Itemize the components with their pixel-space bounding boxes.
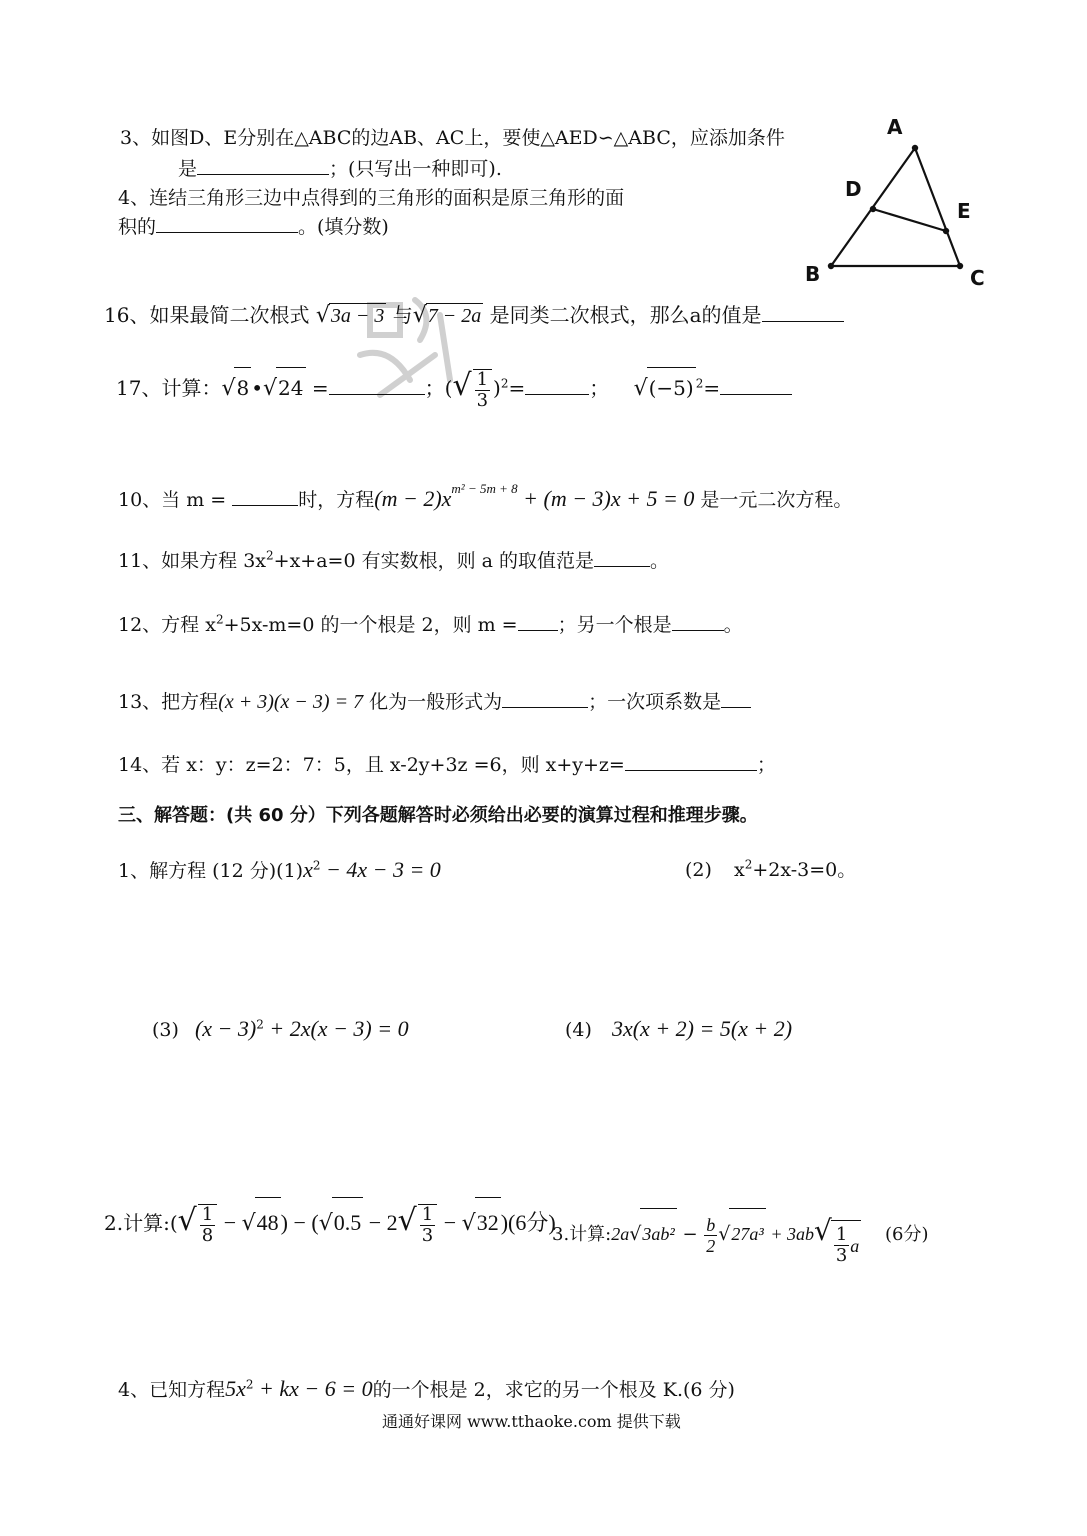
p1-eq1-b: − 4x − 3 = 0 <box>320 857 441 882</box>
q16-and: 与 <box>392 303 413 327</box>
q4-prefix: 积的 <box>118 216 157 238</box>
p1-eq2-a: x <box>733 859 745 881</box>
q13-blank-coefficient[interactable] <box>721 689 751 708</box>
q11-prefix: 11、如果方程 3x <box>118 550 267 572</box>
q16-radicand-2: 7 − 2a <box>427 305 482 327</box>
q14-suffix: ； <box>756 754 776 776</box>
sqrt-icon: √ <box>241 1211 256 1236</box>
q17-paren: ) <box>493 376 501 400</box>
q13-mid: 化为一般形式为 <box>369 691 503 713</box>
vertex-a-point <box>912 145 918 151</box>
p4-suffix: 的一个根是 2，求它的另一个根及 K.(6 分) <box>372 1379 735 1401</box>
sqrt-icon: √ <box>461 1211 476 1236</box>
question-14 <box>118 752 776 777</box>
q14-text: 14、若 x：y：z=2：7：5，且 x-2y+3z =6，则 x+y+z= <box>118 754 625 776</box>
sqrt-icon: √ <box>221 376 236 401</box>
triangle-abc <box>831 148 960 266</box>
p2-fraction-1-3: $\frac{1}{3}$ <box>418 1204 437 1246</box>
p1-eq2-exp: 2 <box>744 857 753 872</box>
p4-eq-b: + kx − 6 = 0 <box>253 1376 373 1401</box>
label-c: C <box>970 266 985 290</box>
sqrt-icon: √ <box>813 1214 832 1247</box>
question-3-line2 <box>178 156 502 181</box>
q17-eq1: = <box>311 376 329 400</box>
p1-eq1-exp: 2 <box>312 858 321 873</box>
label-b: B <box>805 262 821 286</box>
p4-eq-a: 5x <box>225 1376 246 1401</box>
q17-radicand-neg5: (−5) <box>647 367 696 408</box>
sqrt-icon: √ <box>318 1211 333 1236</box>
q16-prefix: 16、如果最简二次根式 <box>104 303 310 327</box>
problem-1-line1 <box>118 856 441 885</box>
q16-radicand-1: 3a − 3 <box>330 305 385 327</box>
p3-score: (6分) <box>885 1224 929 1245</box>
problem-2 <box>104 1196 556 1249</box>
q14-answer-blank[interactable] <box>625 752 757 771</box>
q10-mid: 时，方程 <box>298 489 375 511</box>
q17-radicand-8: 8 <box>234 367 251 408</box>
problem-1-part4 <box>565 1014 792 1045</box>
question-17 <box>116 366 792 411</box>
q10-equation-a: (m − 2)x <box>374 486 452 511</box>
q12-mid2: ；另一个根是 <box>557 614 672 636</box>
q3-prefix: 是 <box>178 158 198 180</box>
sqrt-icon: √ <box>633 376 648 401</box>
sqrt-icon: √ <box>718 1223 731 1245</box>
p1-eq3-exp: 2 <box>256 1017 264 1032</box>
question-10 <box>118 480 853 515</box>
q12-exp: 2 <box>215 612 224 627</box>
q3-answer-blank[interactable] <box>197 156 329 175</box>
vertex-b-point <box>828 263 834 269</box>
label-a: A <box>887 115 903 139</box>
p2-fraction-1-8: $\frac{1}{8}$ <box>198 1204 217 1246</box>
p3-fraction-b-2: $\frac{b}{2}$ <box>706 1214 716 1256</box>
p1-eq3-b: + 2x(x − 3) = 0 <box>263 1016 409 1041</box>
p3-radicand-27a3: 27a³ <box>729 1208 765 1259</box>
q17-blank-3[interactable] <box>720 376 792 395</box>
q17-sep2: ； <box>589 376 610 400</box>
p3-radicand-3ab2: 3ab² <box>640 1208 676 1259</box>
section-3-title: 三、解答题：(共 60 分）下列各题解答时必须给出必要的演算过程和推理步骤。 <box>118 805 758 826</box>
p1-eq2-b: +2x-3=0。 <box>752 859 857 881</box>
sqrt-icon: √ <box>452 368 472 403</box>
p1-prefix: 1、解方程 (12 分)(1) <box>118 860 304 882</box>
q12-prefix: 12、方程 x <box>118 614 216 636</box>
sqrt-icon: √ <box>412 303 427 328</box>
q17-exp3: 2 <box>695 376 704 391</box>
label-e: E <box>957 199 971 223</box>
q13-equation: (x + 3)(x − 3) = 7 <box>218 691 364 713</box>
p2-radicand-05: 0.5 <box>332 1197 364 1248</box>
p1-part2-label: (2) <box>685 859 712 881</box>
p3-coef-2a: 2a <box>611 1224 630 1244</box>
vertex-c-point <box>957 263 963 269</box>
triangle-figure <box>795 110 995 295</box>
q10-exponent: m² − 5m + 8 <box>451 480 518 496</box>
q17-prefix: 17、计算： <box>116 376 222 400</box>
point-d <box>870 206 876 212</box>
q10-suffix: 是一元二次方程。 <box>700 489 853 511</box>
question-13 <box>118 689 751 714</box>
q10-answer-blank[interactable] <box>232 487 298 506</box>
p3-minus: − <box>676 1224 704 1245</box>
label-d: D <box>845 177 862 201</box>
p2-radicand-48: 48 <box>255 1197 281 1248</box>
p4-eq-exp: 2 <box>245 1377 254 1392</box>
q17-radicand-24: 24 <box>276 367 305 408</box>
p2-op2: ) − ( <box>280 1210 319 1235</box>
p3-prefix: 3.计算: <box>552 1224 612 1245</box>
sqrt-icon: √ <box>177 1203 197 1238</box>
p2-op5: )(6分) <box>500 1210 556 1235</box>
question-16 <box>104 303 844 328</box>
problem-4 <box>118 1374 735 1405</box>
p3-radicand-frac: $\frac{1}{3}$ a <box>831 1220 861 1271</box>
q17-fraction: $\frac{1}{3}$ <box>473 369 492 411</box>
question-12 <box>118 612 743 637</box>
q11-suffix: 。 <box>650 550 670 572</box>
q13-prefix: 13、把方程 <box>118 691 219 713</box>
q17-blank-1[interactable] <box>329 376 425 395</box>
p2-op1: − <box>218 1210 242 1235</box>
p2-op4: − <box>438 1210 462 1235</box>
q12-suffix: 。 <box>723 614 743 636</box>
p1-eq3-a: (x − 3) <box>194 1016 257 1041</box>
p1-part3-label: (3) <box>152 1019 179 1041</box>
q13-blank-general-form[interactable] <box>502 689 588 708</box>
question-4-line1: 4、连结三角形三边中点得到的三角形的面积是原三角形的面 <box>118 187 625 209</box>
q17-dot: • <box>251 376 264 400</box>
q11-exp: 2 <box>266 548 274 563</box>
p2-prefix: 2.计算:( <box>104 1211 178 1235</box>
sqrt-icon: √ <box>315 303 330 328</box>
q10-equation-b: + (m − 3)x + 5 = 0 <box>517 486 695 511</box>
question-11 <box>118 548 669 573</box>
q17-eq2: = <box>508 376 526 400</box>
footer-credit: 通通好课网 www.tthaoke.com 提供下载 <box>382 1412 681 1431</box>
q4-answer-blank[interactable] <box>156 214 298 233</box>
q17-sep1: ；( <box>424 376 453 400</box>
p4-prefix: 4、已知方程 <box>118 1379 226 1401</box>
question-4-line2 <box>118 214 389 239</box>
q11-mid: +x+a=0 有实数根，则 a 的取值范是 <box>273 550 595 572</box>
sqrt-icon: √ <box>263 376 278 401</box>
problem-1-part3 <box>152 1014 409 1045</box>
problem-3 <box>552 1206 929 1271</box>
q13-mid2: ；一次项系数是 <box>588 691 722 713</box>
q17-blank-2[interactable] <box>525 376 589 395</box>
p2-radicand-32: 32 <box>475 1197 501 1248</box>
q10-prefix: 10、当 m = <box>118 489 227 511</box>
p1-eq4: 3x(x + 2) = 5(x + 2) <box>611 1016 793 1041</box>
problem-1-part2 <box>685 856 856 884</box>
q17-exp: 2 <box>500 376 509 391</box>
segment-de <box>873 209 946 231</box>
q4-suffix: 。(填分数) <box>298 216 389 238</box>
p1-eq1-a: x <box>303 857 313 882</box>
sqrt-icon: √ <box>397 1203 417 1238</box>
q12-mid: +5x-m=0 的一个根是 2，则 m = <box>223 614 518 636</box>
q11-answer-blank[interactable] <box>594 548 650 567</box>
q16-answer-blank[interactable] <box>762 303 844 322</box>
point-e <box>943 228 949 234</box>
q17-eq3: = <box>703 376 721 400</box>
q3-suffix: ；(只写出一种即可). <box>329 158 502 180</box>
question-3-line1: 3、如图D、E分别在△ABC的边AB、AC上，要使△AED∽△ABC，应添加条件 <box>120 127 785 149</box>
q12-blank-m[interactable] <box>518 612 558 631</box>
q16-suffix: 是同类二次根式，那么a的值是 <box>489 303 762 327</box>
p2-op3: − 2 <box>363 1210 398 1235</box>
p3-plus-3ab: + 3ab <box>765 1224 814 1244</box>
p1-part4-label: (4) <box>565 1019 592 1041</box>
q12-blank-root[interactable] <box>672 612 724 631</box>
sqrt-icon: √ <box>629 1223 642 1245</box>
